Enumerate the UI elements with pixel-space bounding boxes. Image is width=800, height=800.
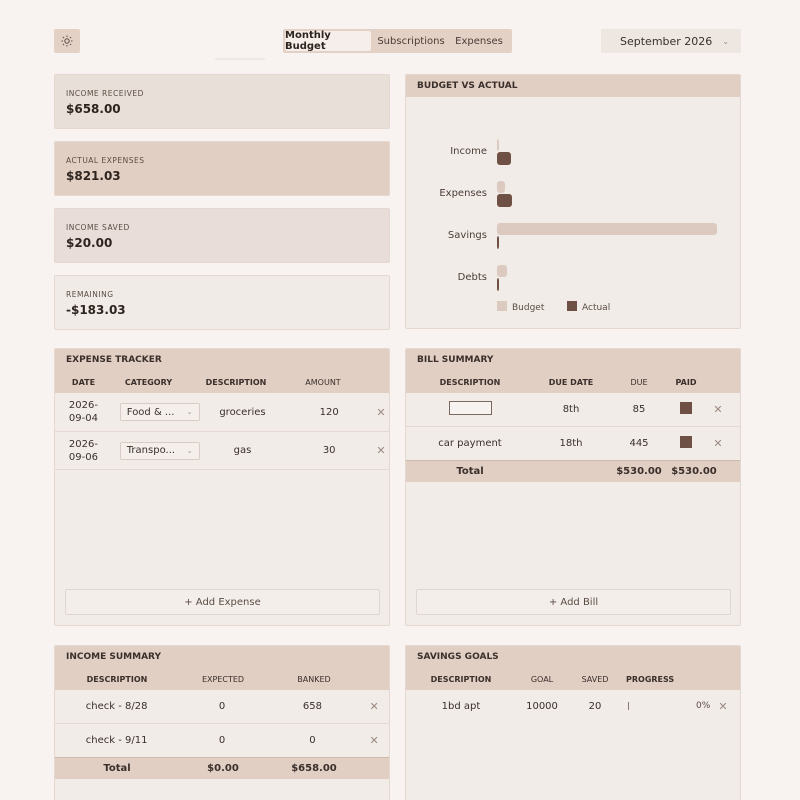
income-banked[interactable]: 0 bbox=[309, 735, 316, 746]
col-description: DESCRIPTION bbox=[86, 674, 148, 684]
date-part: 2026- bbox=[68, 438, 98, 450]
category-select[interactable] bbox=[120, 403, 200, 421]
income-banked[interactable]: 658 bbox=[302, 701, 322, 712]
date-part: 09-06 bbox=[68, 451, 98, 463]
table-row bbox=[55, 724, 389, 757]
add-bill-button[interactable]: + Add Bill bbox=[416, 589, 731, 615]
tab-expenses[interactable]: Expenses bbox=[455, 35, 503, 47]
total-label: Total bbox=[456, 466, 484, 477]
expense-description[interactable]: gas bbox=[233, 445, 252, 456]
col-description: DESCRIPTION bbox=[430, 674, 492, 684]
bill-description-input[interactable] bbox=[449, 401, 492, 415]
delete-row-icon[interactable]: ✕ bbox=[718, 699, 728, 713]
income-description[interactable]: check - 8/28 bbox=[85, 701, 148, 712]
col-due: DUE bbox=[630, 377, 648, 387]
goal-saved[interactable]: 20 bbox=[588, 700, 602, 712]
chevron-down-icon: ⌄ bbox=[186, 408, 193, 416]
actual-expenses-card bbox=[54, 141, 390, 196]
chevron-down-icon: ⌄ bbox=[186, 446, 193, 455]
top-bar bbox=[0, 0, 800, 70]
panel-title: BILL SUMMARY bbox=[406, 349, 740, 371]
category-label: Debts bbox=[457, 272, 487, 283]
progress-track bbox=[628, 702, 680, 710]
category-select[interactable] bbox=[120, 442, 200, 460]
tab-subscriptions[interactable]: Subscriptions bbox=[377, 35, 445, 47]
total-expected: $0.00 bbox=[207, 763, 239, 774]
expense-date[interactable] bbox=[55, 438, 112, 464]
col-amount: AMOUNT bbox=[305, 377, 341, 387]
bill-paid[interactable] bbox=[670, 436, 702, 451]
total-banked: $658.00 bbox=[291, 763, 337, 774]
settings-button[interactable] bbox=[54, 29, 80, 53]
tab-divider bbox=[215, 58, 265, 60]
bill-summary-panel bbox=[405, 348, 741, 626]
delete-row-icon[interactable]: ✕ bbox=[369, 700, 379, 713]
bill-total-row bbox=[406, 460, 740, 482]
income-received-card bbox=[54, 74, 390, 129]
budget-vs-actual-chart bbox=[406, 97, 741, 329]
progress-label: 0% bbox=[696, 701, 711, 711]
col-category: CATEGORY bbox=[124, 377, 173, 387]
expense-date[interactable] bbox=[55, 399, 112, 425]
card-label: REMAINING bbox=[66, 290, 114, 299]
income-total-row bbox=[55, 757, 389, 779]
card-label: ACTUAL EXPENSES bbox=[66, 156, 145, 165]
table-row bbox=[55, 393, 389, 432]
income-saved-card bbox=[54, 208, 390, 263]
bill-description[interactable]: car payment bbox=[438, 438, 502, 449]
card-value: $20.00 bbox=[66, 236, 113, 250]
col-due-date: DUE DATE bbox=[548, 377, 594, 387]
col-expected: EXPECTED bbox=[201, 674, 245, 684]
actual-bar bbox=[497, 278, 499, 291]
col-paid: PAID bbox=[675, 377, 697, 387]
table-row bbox=[406, 427, 740, 460]
table-row bbox=[406, 690, 740, 722]
table-header bbox=[406, 668, 740, 690]
total-paid: $530.00 bbox=[671, 466, 717, 477]
card-value: -$183.03 bbox=[66, 303, 126, 317]
bill-due-date[interactable]: 18th bbox=[559, 438, 583, 449]
table-row bbox=[406, 393, 740, 427]
card-label: INCOME RECEIVED bbox=[66, 89, 144, 98]
legend-budget-swatch bbox=[497, 301, 507, 311]
table-header bbox=[55, 668, 389, 690]
budget-bar bbox=[497, 181, 505, 193]
actual-bar bbox=[497, 194, 512, 207]
total-label: Total bbox=[103, 763, 131, 774]
legend-actual-label: Actual bbox=[582, 303, 611, 313]
income-expected[interactable]: 0 bbox=[218, 735, 226, 746]
panel-title: EXPENSE TRACKER bbox=[55, 349, 389, 371]
expense-amount[interactable]: 30 bbox=[322, 445, 336, 456]
budget-bar bbox=[497, 223, 717, 235]
category-value: Transpo... bbox=[126, 445, 176, 456]
table-header bbox=[55, 371, 389, 393]
card-value: $821.03 bbox=[66, 169, 121, 183]
expense-description[interactable]: groceries bbox=[219, 406, 266, 418]
col-date: DATE bbox=[71, 377, 96, 387]
col-banked: BANKED bbox=[297, 674, 331, 684]
budget-bar bbox=[497, 139, 499, 151]
view-tabs bbox=[283, 29, 512, 53]
expense-amount[interactable]: 120 bbox=[319, 406, 339, 418]
delete-row-icon[interactable]: ✕ bbox=[376, 444, 386, 457]
chevron-down-icon: ⌄ bbox=[722, 36, 729, 46]
panel-title: SAVINGS GOALS bbox=[406, 646, 740, 668]
sun-gear-icon bbox=[61, 35, 73, 47]
total-due: $530.00 bbox=[616, 466, 662, 477]
remaining-card bbox=[54, 275, 390, 330]
delete-row-icon[interactable]: ✕ bbox=[713, 437, 723, 450]
budget-bar bbox=[497, 265, 507, 277]
category-label: Income bbox=[450, 146, 487, 157]
month-select[interactable] bbox=[601, 29, 741, 53]
delete-row-icon[interactable]: ✕ bbox=[376, 405, 386, 419]
panel-title: INCOME SUMMARY bbox=[55, 646, 389, 668]
income-expected[interactable]: 0 bbox=[218, 701, 226, 712]
category-label: Savings bbox=[447, 230, 487, 241]
tab-monthly-budget[interactable]: Monthly Budget bbox=[285, 31, 371, 51]
table-header bbox=[406, 371, 740, 393]
actual-bar bbox=[497, 152, 511, 165]
bill-paid[interactable] bbox=[670, 402, 702, 417]
category-value: Food & ... bbox=[126, 406, 175, 418]
delete-row-icon[interactable]: ✕ bbox=[713, 403, 723, 416]
month-label: September 2026 bbox=[620, 34, 713, 48]
panel-title: BUDGET VS ACTUAL bbox=[406, 75, 740, 97]
actual-bar bbox=[497, 236, 499, 249]
progress-bar bbox=[628, 702, 629, 710]
bill-due-date[interactable]: 8th bbox=[562, 404, 580, 415]
bill-due[interactable]: 445 bbox=[629, 438, 649, 449]
goal-description[interactable]: 1bd apt bbox=[441, 700, 481, 712]
expense-tracker-panel bbox=[54, 348, 390, 626]
col-progress: PROGRESS bbox=[626, 674, 675, 684]
income-description[interactable]: check - 9/11 bbox=[85, 735, 148, 746]
savings-goals-panel bbox=[405, 645, 741, 800]
date-part: 2026- bbox=[68, 400, 98, 411]
col-goal: GOAL bbox=[530, 674, 554, 684]
budget-vs-actual-panel bbox=[405, 74, 741, 329]
delete-row-icon[interactable]: ✕ bbox=[369, 734, 379, 747]
income-summary-panel bbox=[54, 645, 390, 800]
card-value: $658.00 bbox=[66, 102, 121, 116]
goal-amount[interactable]: 10000 bbox=[526, 700, 558, 712]
goal-progress bbox=[622, 701, 712, 711]
bill-due[interactable]: 85 bbox=[632, 404, 646, 415]
add-expense-button[interactable]: + Add Expense bbox=[65, 589, 380, 615]
legend-budget-label: Budget bbox=[512, 303, 545, 313]
col-description: DESCRIPTION bbox=[205, 377, 267, 387]
paid-checkbox[interactable] bbox=[680, 402, 692, 414]
table-row bbox=[55, 690, 389, 724]
col-saved: SAVED bbox=[581, 674, 609, 684]
category-label: Expenses bbox=[439, 188, 487, 199]
table-row bbox=[55, 432, 389, 470]
legend-actual-swatch bbox=[567, 301, 577, 311]
paid-checkbox[interactable] bbox=[680, 436, 692, 448]
col-description: DESCRIPTION bbox=[439, 377, 501, 387]
bill-description[interactable] bbox=[406, 401, 534, 418]
date-part: 09-04 bbox=[68, 413, 98, 424]
card-label: INCOME SAVED bbox=[66, 223, 130, 232]
